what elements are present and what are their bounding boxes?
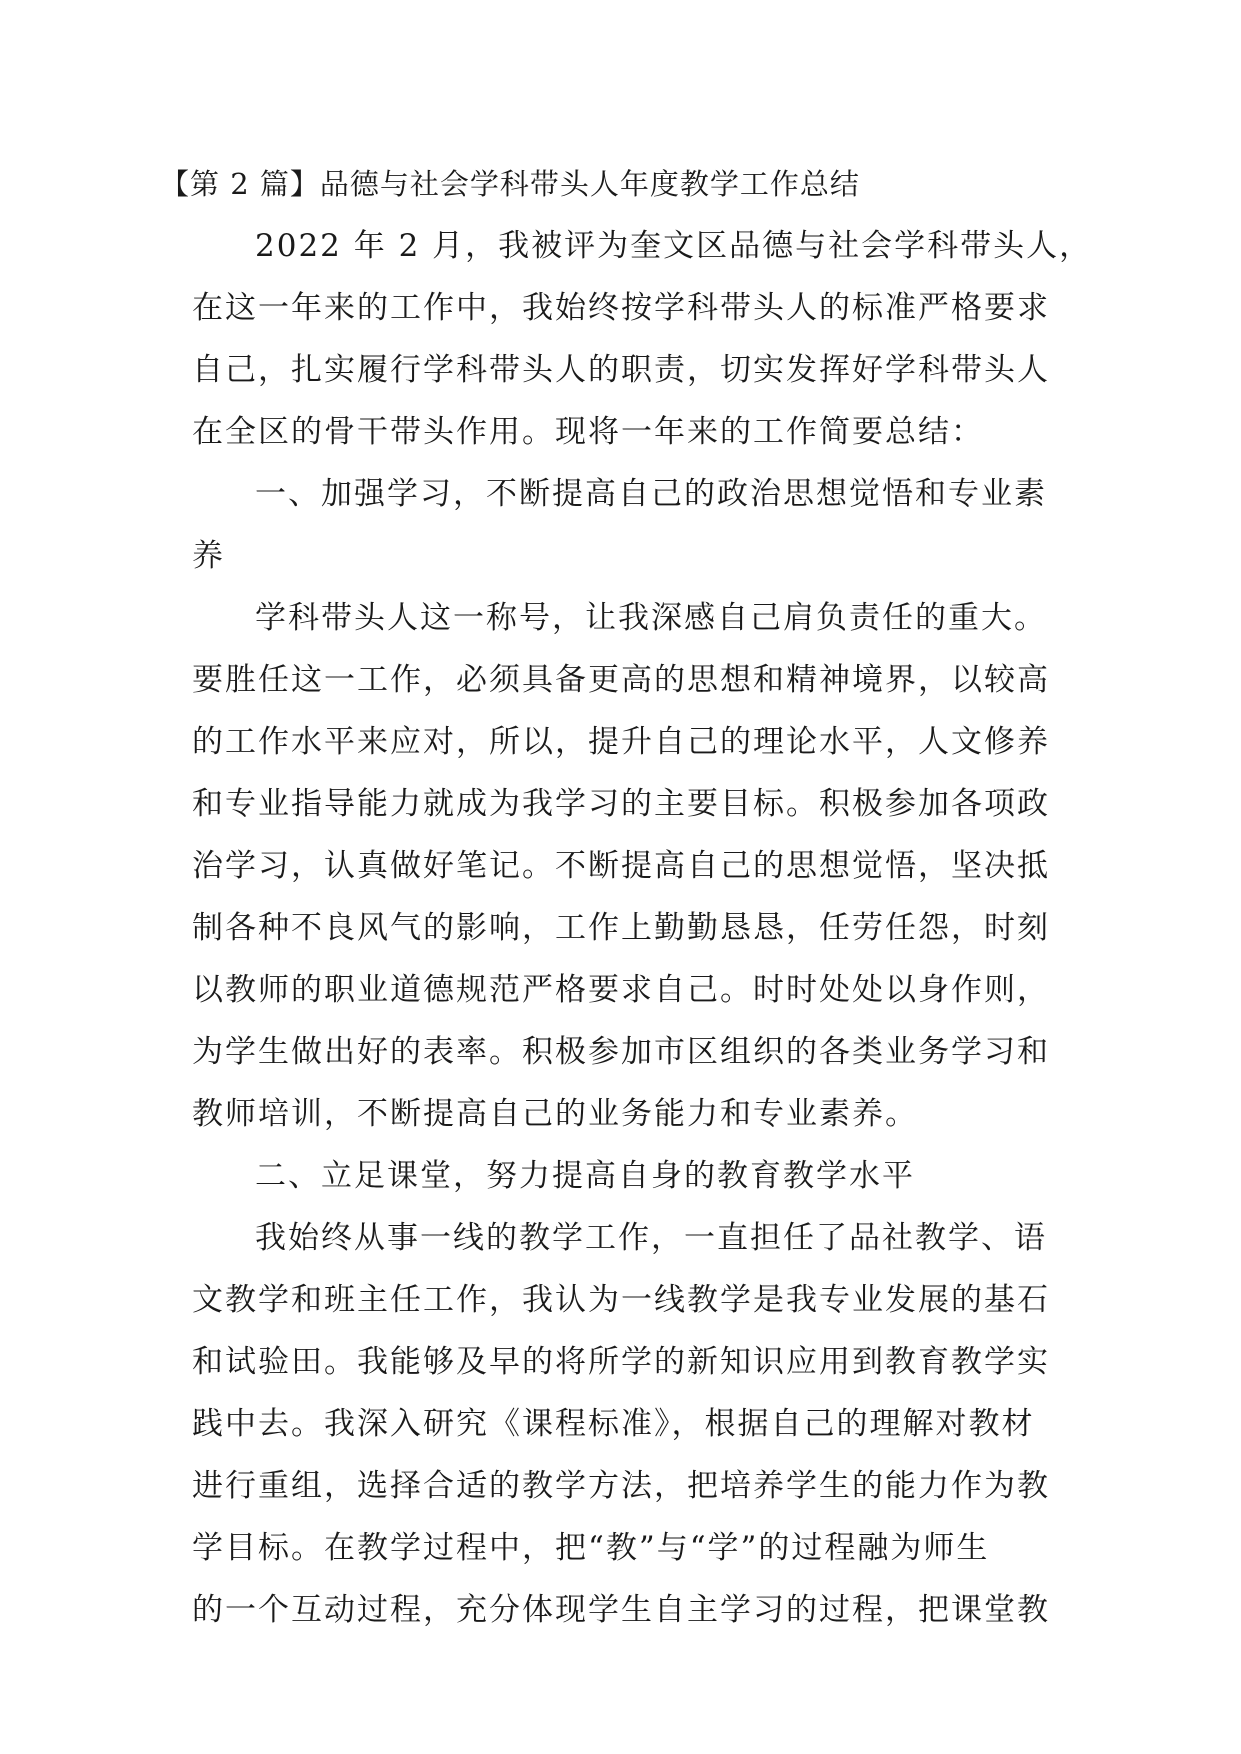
paragraph-line-19: 和试验田。我能够及早的将所学的新知识应用到教育教学实	[192, 1344, 1050, 1380]
section-heading-2: 二、立足课堂，努力提高自身的教育教学水平	[255, 1158, 915, 1194]
paragraph-line-3: 自己，扎实履行学科带头人的职责，切实发挥好学科带头人	[192, 352, 1050, 388]
paragraph-line-15: 教师培训，不断提高自己的业务能力和专业素养。	[192, 1096, 918, 1132]
paragraph-line-18: 文教学和班主任工作，我认为一线教学是我专业发展的基石	[192, 1282, 1050, 1318]
document-title: 【第 2 篇】品德与社会学科带头人年度教学工作总结	[160, 167, 860, 201]
paragraph-line-13: 以教师的职业道德规范严格要求自己。时时处处以身作则，	[192, 972, 1050, 1008]
paragraph-line-11: 治学习，认真做好笔记。不断提高自己的思想觉悟，坚决抵	[192, 848, 1050, 884]
paragraph-line-22: 学目标。在教学过程中，把“教”与“学”的过程融为师生	[192, 1530, 990, 1566]
paragraph-line-1: 2022 年 2 月，我被评为奎文区品德与社会学科带头人，	[255, 228, 1093, 264]
section-heading-1-line-1: 一、加强学习，不断提高自己的政治思想觉悟和专业素	[255, 476, 1047, 512]
paragraph-line-23: 的一个互动过程，充分体现学生自主学习的过程，把课堂教	[192, 1592, 1050, 1628]
paragraph-line-20: 践中去。我深入研究《课程标准》，根据自己的理解对教材	[192, 1406, 1035, 1442]
paragraph-line-4: 在全区的骨干带头作用。现将一年来的工作简要总结：	[192, 414, 984, 450]
paragraph-line-7: 学科带头人这一称号，让我深感自己肩负责任的重大。	[255, 600, 1047, 636]
section-heading-1-line-2: 养	[192, 538, 225, 574]
paragraph-line-14: 为学生做出好的表率。积极参加市区组织的各类业务学习和	[192, 1034, 1050, 1070]
paragraph-line-8: 要胜任这一工作，必须具备更高的思想和精神境界，以较高	[192, 662, 1050, 698]
paragraph-line-12: 制各种不良风气的影响，工作上勤勤恳恳，任劳任怨，时刻	[192, 910, 1050, 946]
paragraph-line-9: 的工作水平来应对，所以，提升自己的理论水平，人文修养	[192, 724, 1050, 760]
paragraph-line-10: 和专业指导能力就成为我学习的主要目标。积极参加各项政	[192, 786, 1050, 822]
paragraph-line-2: 在这一年来的工作中，我始终按学科带头人的标准严格要求	[192, 290, 1050, 326]
paragraph-line-17: 我始终从事一线的教学工作，一直担任了品社教学、语	[255, 1220, 1047, 1256]
paragraph-line-21: 进行重组，选择合适的教学方法，把培养学生的能力作为教	[192, 1468, 1050, 1504]
